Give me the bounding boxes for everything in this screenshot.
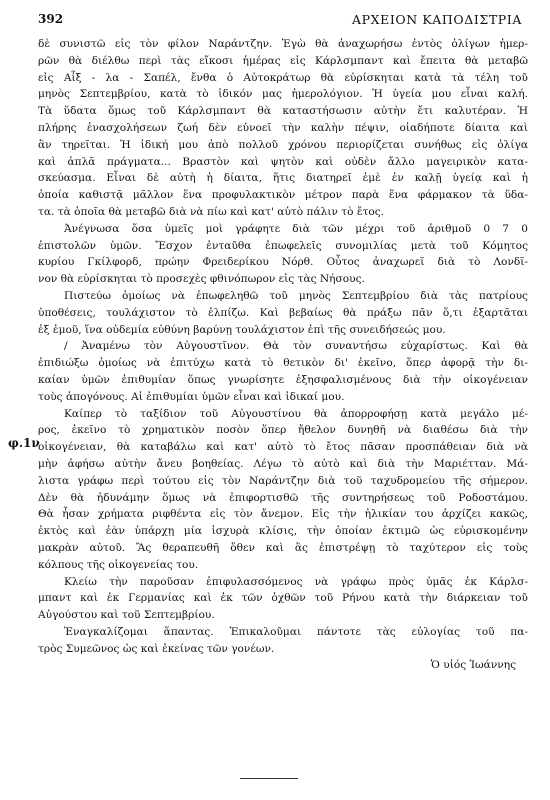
text-line: λιστα γράφω περὶ τούτου εἰς τὸν Ναράντζην διὰ τοῦ ταχυδρομείου τῆς σήμερον.	[38, 474, 528, 487]
text-line: μὴν ἀφήσω αὐτὴν ἄνευ βοηθείας. Λέγω τὸ αὐτὸ καὶ διὰ τὴν Μαριέτταν. Μά-	[38, 457, 528, 470]
text-line: Αὐγούστου καὶ τοῦ Σεπτεμβρίου.	[38, 609, 215, 622]
text-line: μπαντ καὶ ἐκ Γερμανίας καὶ ἐκ τῶν ὀχθῶν τοῦ Ρήνου κατὰ τὴν διάρκειαν τοῦ	[38, 592, 528, 605]
text-line: / Ἀναμένω τὸν Αὐγουστῖνον. Θὰ τὸν συναντήσω εὐχαρίστως. Καὶ θὰ	[64, 340, 528, 353]
signature: Ὁ υἱός Ἰωάννης	[430, 659, 516, 672]
text-line: Ἀνέγνωσα ὅσα ὑμεῖς μοὶ γράφητε διὰ τῶν μέχρι τοῦ ἀριθμοῦ 0 7 0	[64, 222, 528, 235]
text-line: καὶ ἁπλᾶ πράγματα... Βραστὸν καὶ ψητὸν καὶ οὐδὲν ἄλλο μαγειρικὸν κατα-	[38, 155, 528, 168]
page-number: 392	[38, 12, 64, 26]
text-line: ρος, ἐκεῖνο τὸ χρηματικὸν ποσὸν ὅπερ ἤθελον δυνηθῆ νὰ διαθέσω διὰ τὴν	[38, 424, 528, 437]
text-line: Ἐναγκαλίζομαι ἅπαντας. Ἐπικαλοῦμαι πάντοτε τὰς εὐλογίας τοῦ πα-	[64, 625, 528, 638]
text-line: ἐπιδιώξω ὁμοίως νὰ ἐπιτύχω κατὰ τὸ θετικὸν δι' ἐκεῖνο, ὅπερ ἀφορᾷ τὴν δι-	[38, 357, 528, 370]
text-line: σκεύασμα. Εἶναι δὲ αὐτὴ ἡ δίαιτα, ἥτις διατηρεῖ ἐμὲ ἐν καλῇ ὑγείᾳ καὶ ἡ	[38, 172, 528, 185]
text-line: τα. τὰ ὁποῖα θὰ μεταβῶ διὰ νὰ πίω καὶ κατ' αὐτὸ πάλιν τὸ ἔτος.	[38, 205, 385, 218]
text-line: ὑποθέσεις, τουλάχιστον τὸ ἐλπίζω. Καὶ βεβαίως θὰ πράξω πᾶν ὅ,τι ἐξαρτᾶται	[38, 306, 528, 319]
text-line: Καίπερ τὸ ταξίδιον τοῦ Αὐγουστίνου θὰ ἀπορροφήσῃ κατὰ μεγάλο μέ-	[64, 407, 528, 420]
text-line: Δὲν θὰ ἠδυνάμην ὅμως νὰ ἐπιφορτισθῶ τῆς συντηρήσεως τοῦ Ροδοστάμου.	[38, 491, 528, 504]
text-line: δὲ συνιστῶ εἰς τὸν φίλον Ναράντζην. Ἐγὼ θὰ ἀναχωρήσω ἐντὸς ὀλίγων ἡμερ-	[38, 38, 528, 50]
text-line: νον θὰ εὑρίσκηται τὸ προσεχὲς φθινόπωρον εἰς τὰς Νήσους.	[38, 273, 365, 286]
text-line: οἰκογένειαν, θὰ καταβάλω καὶ κατ' αὐτὸ τὸ ἔτος πᾶσαν προσπάθειαν διὰ νὰ	[38, 441, 528, 454]
text-line: Κλείω τὴν παροῦσαν ἐπιφυλασσόμενος νὰ γράφω πρὸς ὑμᾶς ἐκ Κάρλσ-	[64, 575, 528, 588]
text-line: Πιστεύω ὁμοίως νὰ ἐπωφεληθῶ τοῦ μηνὸς Σεπτεμβρίου διὰ τὰς πατρίους	[64, 289, 528, 302]
text-line: μηνὸς Σεπτεμβρίου, κατὰ τὸ ἰδικόν μας ἡμερολόγιον. Ἡ ὑγεία μου εἶναι καλή.	[38, 88, 528, 101]
folio-margin-note: φ.1ν	[8, 436, 40, 450]
paragraph	[38, 338, 528, 405]
text-line: κόλπους τῆς οἰκογενείας του.	[38, 558, 199, 571]
text-line: καίαν ὑμῶν ἐπιθυμίαν ὅπως γνωρίσητε ἐξησφαλισμένους διὰ τὴν οἰκογένειαν	[38, 373, 528, 386]
paragraph	[38, 221, 528, 288]
end-rule	[240, 778, 298, 779]
text-line: τρὸς Συμεῶνος ὡς καὶ ἐκείνας τῶν γονέων.	[38, 642, 275, 655]
text-line: Τὰ ὕδατα ὅμως τοῦ Κάρλσμπαντ θὰ καταστήσωσιν αὐτὴν ἔτι καλυτέραν. Ἡ	[38, 105, 528, 118]
text-line: ἐκτὸς καὶ ἐὰν ὑπάρχῃ μία ἰσχυρὰ κλίσις, τὴν ὁποίαν ἐκτιμῶ ὡς εὑρισκομένην	[38, 525, 528, 538]
text-line: ρῶν θὰ διέλθω περὶ τὰς εἴκοσι ἡμέρας εἰς Κάρλσμπαντ καὶ ἔπειτα θὰ μεταβῶ	[38, 54, 528, 67]
text-line: ἂν τηρεῖται. Ἡ ἰδική μου ἀπὸ πολλοῦ χρόνου περιορίζεται συνήθως εἰς ὀλίγα	[38, 138, 528, 151]
text-line: Θὰ ἦσαν χρήματα ριφθέντα εἰς τὸν ἄνεμον. Εἰς τὴν ἡλικίαν του ἀρχίζει κακῶς,	[38, 508, 528, 521]
text-line: εἰς Αἶξ - λα - Σαπέλ, ἔνθα ὁ Αὐτοκράτωρ θὰ εὑρίσκηται κατὰ τὰ τέλη τοῦ	[38, 71, 528, 84]
letter-body	[38, 36, 528, 674]
text-line: ἐπιστολῶν ὑμῶν. Ἔσχον ἐνταῦθα ἐπωφελεῖς συνομιλίας μετὰ τοῦ Κόμητος	[38, 239, 528, 252]
paragraph	[38, 288, 528, 338]
text-line: κυρίου Γκίλφορδ, πρώην Φρειδερίκου Νόρθ. Οὗτος ἀναχωρεῖ διὰ τὸ Λονδῖ-	[38, 256, 528, 269]
text-line: ὁποία καθιστᾷ μᾶλλον ἕνα προφυλακτικὸν μέτρον παρὰ ἕνα φάρμακον τὰ ὕδα-	[38, 189, 528, 202]
text-line: ἐξ ἐμοῦ, ἵνα οὐδεμία εὐθύνη βαρύνῃ τουλάχιστον ἐπὶ τῆς συνειδήσεώς μου.	[38, 323, 446, 336]
paragraph	[38, 36, 528, 221]
paragraph	[38, 574, 528, 624]
page-header	[38, 12, 522, 30]
paragraph	[38, 406, 528, 574]
text-line: μακρὰν αὐτοῦ. Ἂς θεραπευθῆ ὅθεν καὶ ἂς ἐπιστρέψῃ τὸ ταχύτερον εἰς τοὺς	[38, 541, 528, 554]
text-line: πλήρης ἐνασχολήσεων ζωή δὲν εὐνοεῖ τὴν καλὴν πέψιν, οἱαδήποτε δίαιτα καὶ	[38, 121, 528, 134]
running-head: ΑΡΧΕΙΟΝ ΚΑΠΟΔΙΣΤΡΙΑ	[352, 12, 522, 27]
text-line: τοὺς ἀπογόνους. Αἱ ἐπιθυμίαι ὑμῶν εἶναι καὶ ἰδικαί μου.	[38, 390, 345, 403]
paragraph	[38, 624, 528, 658]
